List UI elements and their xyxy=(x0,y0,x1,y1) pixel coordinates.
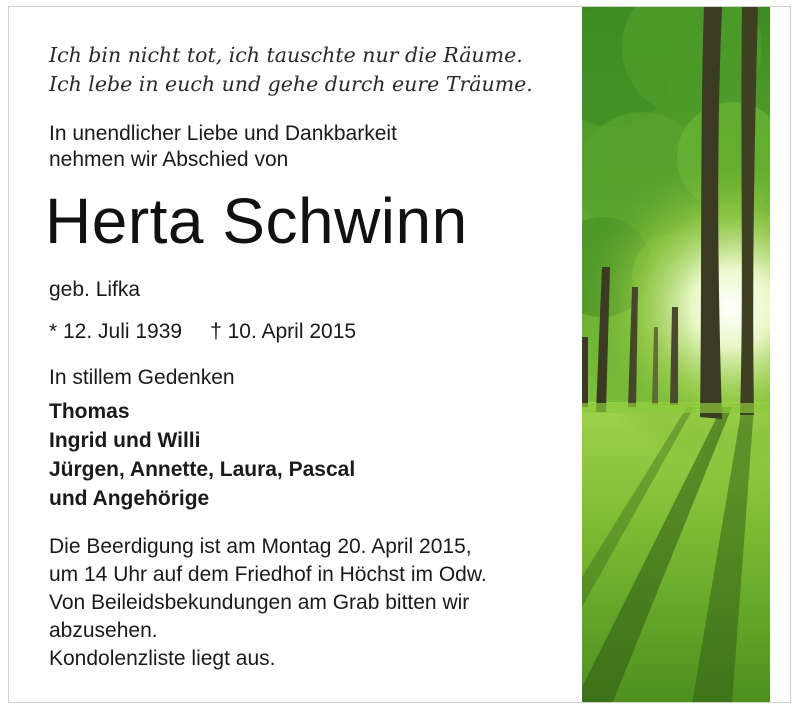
intro-line: In unendlicher Liebe und Dankbarkeit xyxy=(49,122,397,145)
deceased-name: Herta Schwinn xyxy=(45,185,468,257)
quote-line: Ich lebe in euch und gehe durch eure Träume. xyxy=(49,72,533,96)
death-date: † 10. April 2015 xyxy=(210,320,357,343)
birth-date: * 12. Juli 1939 xyxy=(49,320,183,343)
mourner-name: Ingrid und Willi xyxy=(49,429,201,452)
funeral-line: um 14 Uhr auf dem Friedhof in Höchst im Odw. xyxy=(49,563,487,586)
quote-verse xyxy=(49,41,533,99)
park-trees-sunlight-image xyxy=(582,7,770,703)
tree-photo-illustration xyxy=(582,7,770,703)
mourners-list xyxy=(49,397,355,513)
birth-name: geb. Lifka xyxy=(49,278,141,301)
funeral-line: Von Beileidsbekundungen am Grab bitten wir xyxy=(49,591,470,614)
life-dates xyxy=(49,319,356,345)
intro-line: nehmen wir Abschied von xyxy=(49,148,289,171)
funeral-notice xyxy=(49,533,487,673)
funeral-line: Kondolenzliste liegt aus. xyxy=(49,647,276,670)
funeral-line: abzusehen. xyxy=(49,619,158,642)
mourner-name: und Angehörige xyxy=(49,487,210,510)
intro-text xyxy=(49,121,397,173)
obituary-card xyxy=(8,6,791,703)
memory-text: In stillem Gedenken xyxy=(49,366,235,389)
quote-line: Ich bin nicht tot, ich tauschte nur die Räume. xyxy=(49,43,523,67)
mourner-name: Jürgen, Annette, Laura, Pascal xyxy=(49,458,356,481)
mourner-name: Thomas xyxy=(49,400,130,423)
funeral-line: Die Beerdigung ist am Montag 20. April 2015, xyxy=(49,535,472,558)
